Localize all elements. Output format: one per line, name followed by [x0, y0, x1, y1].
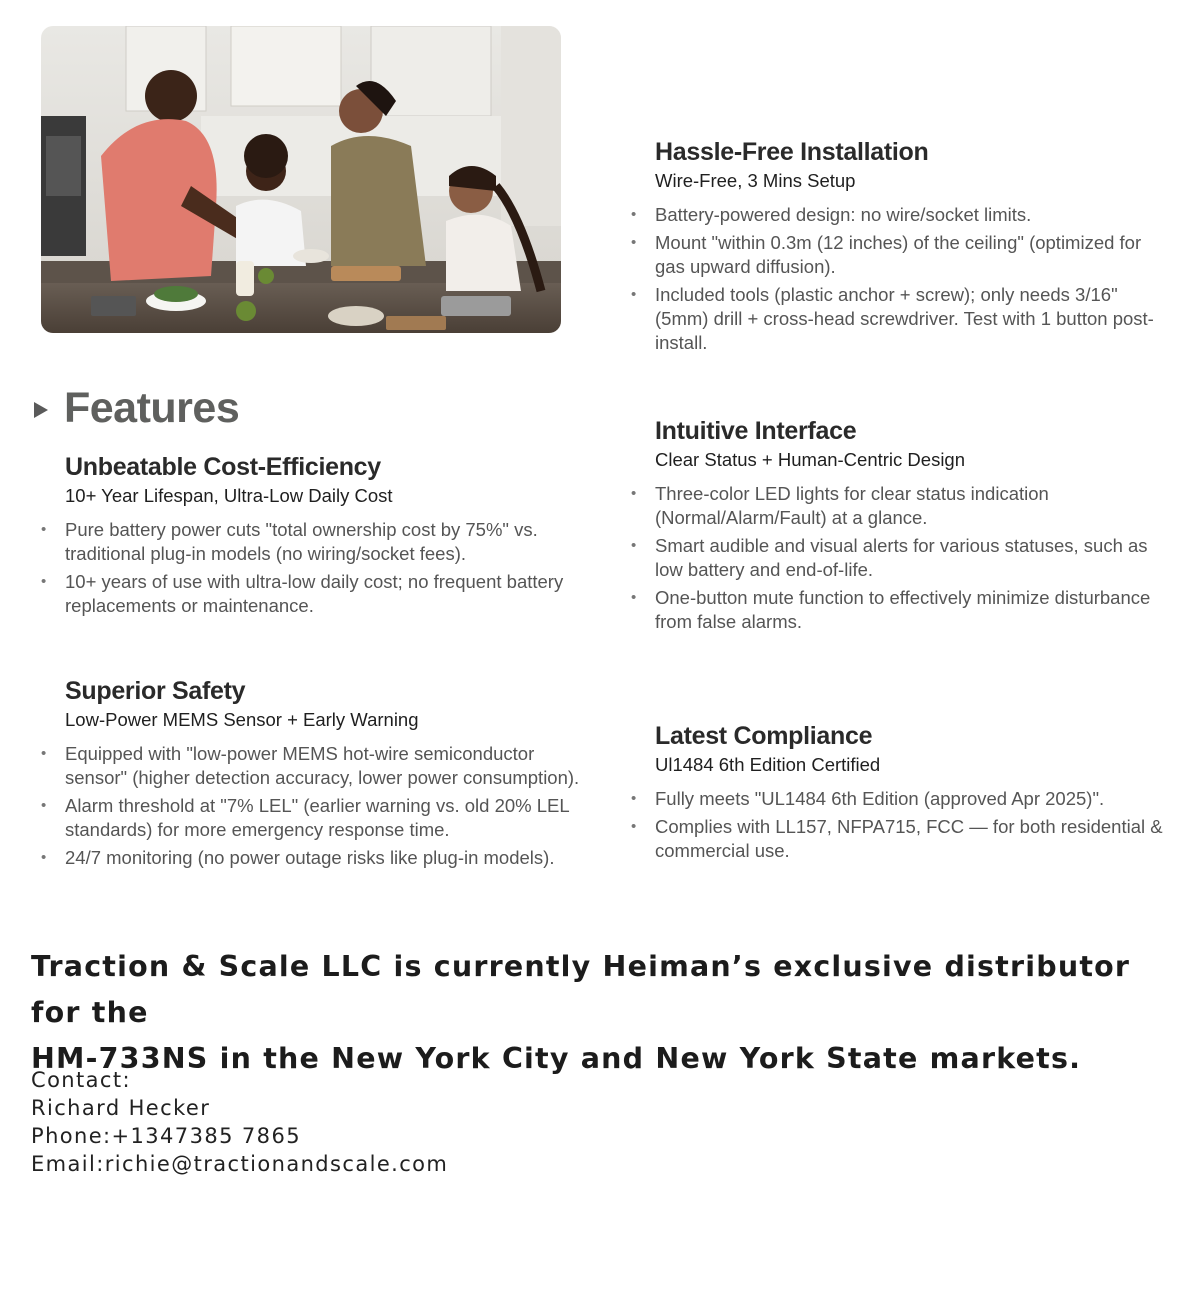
- bullet-item: • Smart audible and visual alerts for various statuses, such as low battery and end-of-life.: [655, 534, 1175, 582]
- bullet-item: • Battery-powered design: no wire/socket limits.: [655, 203, 1175, 227]
- section-subtitle: 10+ Year Lifespan, Ultra-Low Daily Cost: [65, 485, 393, 506]
- bullet-item: • Three-color LED lights for clear status indication (Normal/Alarm/Fault) at a glance.: [655, 482, 1175, 530]
- features-heading: [34, 380, 239, 436]
- bullet-item: • Complies with LL157, NFPA715, FCC — for both residential & commercial use.: [655, 815, 1175, 863]
- contact-email: Email:richie@tractionandscale.com: [31, 1152, 449, 1176]
- section-superior-safety: [65, 676, 580, 874]
- section-title: Superior Safety: [65, 677, 246, 705]
- contact-phone: Phone:+1347385 7865: [31, 1124, 301, 1148]
- contact-name: Richard Hecker: [31, 1096, 211, 1120]
- section-title: Latest Compliance: [655, 722, 873, 750]
- bullet-item: • 24/7 monitoring (no power outage risks like plug-in models).: [65, 846, 580, 870]
- section-cost-efficiency: [65, 452, 575, 622]
- bullet-item: • Mount "within 0.3m (12 inches) of the ceiling" (optimized for gas upward diffusion).: [655, 231, 1175, 279]
- section-subtitle: Low-Power MEMS Sensor + Early Warning: [65, 709, 419, 730]
- section-title: Unbeatable Cost-Efficiency: [65, 453, 381, 481]
- section-subtitle: Ul1484 6th Edition Certified: [655, 754, 881, 775]
- section-subtitle: Clear Status + Human-Centric Design: [655, 449, 966, 470]
- features-heading-text: Features: [64, 383, 240, 432]
- bullet-list: [655, 787, 1175, 863]
- notice-line: Traction & Scale LLC is currently Heiman’s exclusive distributor for the: [31, 950, 1131, 1029]
- section-installation: [655, 137, 1175, 359]
- section-title: Hassle-Free Installation: [655, 138, 929, 166]
- bullet-list: [655, 482, 1175, 634]
- section-subtitle: Wire-Free, 3 Mins Setup: [655, 170, 856, 191]
- bullet-list: [65, 518, 575, 618]
- section-interface: [655, 416, 1175, 638]
- contact-block: [31, 1066, 448, 1178]
- bullet-list: [65, 742, 580, 870]
- triangle-bullet-icon: [34, 402, 48, 418]
- section-compliance: [655, 721, 1175, 867]
- distributor-notice: [31, 944, 1181, 1082]
- bullet-item: • Equipped with "low-power MEMS hot-wire semiconductor sensor" (higher detection accuracy, lower power consumption).: [65, 742, 580, 790]
- family-kitchen-photo: [41, 26, 561, 333]
- bullet-item: • Fully meets "UL1484 6th Edition (approved Apr 2025)".: [655, 787, 1175, 811]
- contact-label: Contact:: [31, 1068, 131, 1092]
- bullet-list: [655, 203, 1175, 355]
- notice-line: HM-733NS in the New York City and New York State markets.: [31, 1042, 1082, 1075]
- bullet-item: • One-button mute function to effectively minimize disturbance from false alarms.: [655, 586, 1175, 634]
- photo-illustration: [41, 26, 561, 333]
- bullet-item: • Alarm threshold at "7% LEL" (earlier warning vs. old 20% LEL standards) for more emergency response time.: [65, 794, 580, 842]
- bullet-item: • 10+ years of use with ultra-low daily cost; no frequent battery replacements or maintenance.: [65, 570, 575, 618]
- bullet-item: • Included tools (plastic anchor + screw); only needs 3/16" (5mm) drill + cross-head screwdriver. Test with 1 button post-install.: [655, 283, 1175, 355]
- section-title: Intuitive Interface: [655, 417, 857, 445]
- bullet-item: • Pure battery power cuts "total ownership cost by 75%" vs. traditional plug-in models (no wiring/socket fees).: [65, 518, 575, 566]
